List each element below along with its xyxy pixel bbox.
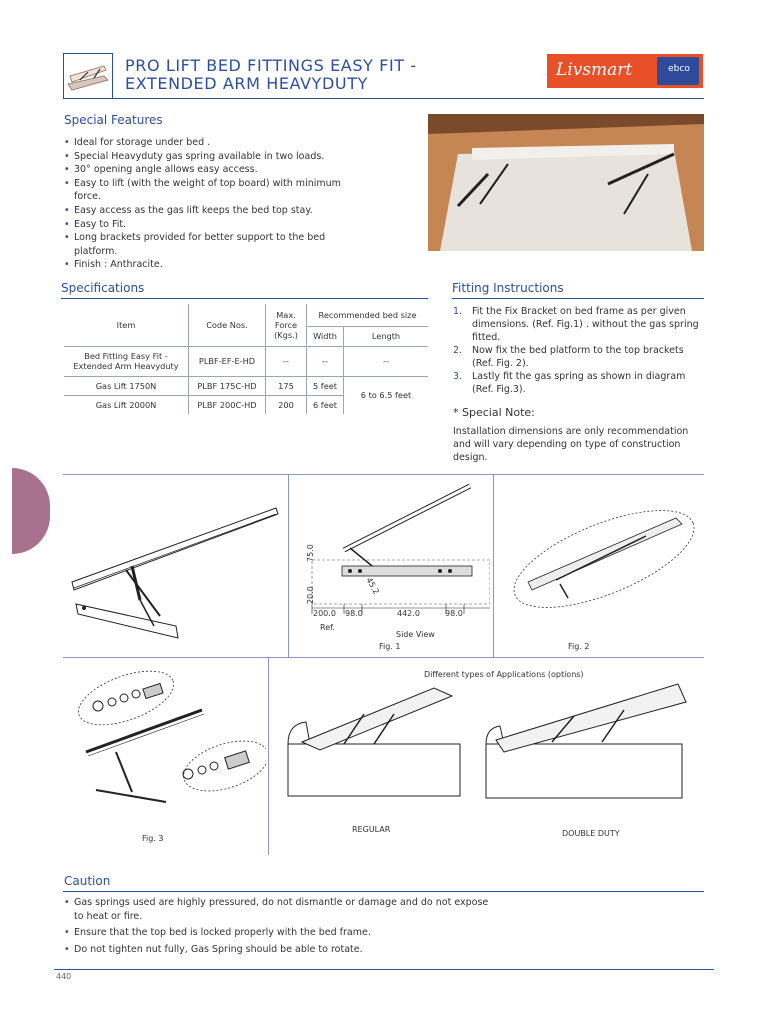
ebco-badge-text: ebco <box>668 64 690 74</box>
fitting-steps <box>453 305 705 396</box>
fig2-caption: Fig. 2 <box>568 642 590 651</box>
step-number: 2. <box>453 345 463 356</box>
dim-98-left: 98.0 <box>345 609 363 618</box>
dim-75: 75.0 <box>306 544 315 562</box>
title-line-1: PRO LIFT BED FITTINGS EASY FIT - <box>125 56 417 75</box>
specifications-table <box>64 304 428 414</box>
page-number: 440 <box>56 972 72 981</box>
row-width: 6 feet <box>307 395 344 414</box>
special-features-heading: Special Features <box>64 113 163 127</box>
feature-item: • 30° opening angle allows easy access. <box>64 163 364 177</box>
row-force: -- <box>266 346 307 376</box>
feature-item: • Finish : Anthracite. <box>64 258 364 272</box>
figure-divider-3 <box>268 657 269 855</box>
row-item: Gas Lift 2000N <box>64 395 189 414</box>
caution-item: • Gas springs used are highly pressured, do not dismantle or damage and do not expose to heat or fire. <box>64 896 494 923</box>
figure-grid-middle <box>63 657 704 658</box>
application-regular-label: REGULAR <box>352 825 391 834</box>
caution-heading: Caution <box>64 874 111 888</box>
fig3-assembly-drawing <box>76 662 266 822</box>
dim-angle: 45.2 <box>364 576 381 596</box>
special-note-text: Installation dimensions are only recommendation and will vary depending on type of construction design. <box>453 426 689 463</box>
dim-20: 20.0 <box>306 586 315 604</box>
col-item-header: Item <box>64 304 189 346</box>
row-force: 175 <box>266 376 307 395</box>
regular-bed-drawing <box>284 684 470 804</box>
col-length-header: Length <box>344 326 429 346</box>
fig3-caption: Fig. 3 <box>142 834 164 843</box>
ref-label: Ref. <box>320 623 335 632</box>
dim-98-right: 98.0 <box>445 609 463 618</box>
step-text: Now fix the bed platform to the top brackets (Ref. Fig. 2). <box>472 345 684 369</box>
table-row <box>64 376 428 395</box>
col-width-header: Width <box>307 326 344 346</box>
feature-item: • Easy access as the gas lift keeps the bed top stay. <box>64 204 364 218</box>
row-code: PLBF-EF-E-HD <box>189 346 266 376</box>
extended-arm-drawing <box>66 500 286 650</box>
caution-list <box>64 896 494 959</box>
special-features-list <box>64 136 364 272</box>
side-view-label: Side View <box>396 630 435 639</box>
table-row <box>64 346 428 376</box>
feature-item: • Ideal for storage under bed . <box>64 136 364 150</box>
row-length: -- <box>344 346 429 376</box>
fitting-step <box>453 305 705 344</box>
step-number: 3. <box>453 371 463 382</box>
fig1-caption: Fig. 1 <box>379 642 401 651</box>
row-width: -- <box>307 346 344 376</box>
brand-logo-text: Livsmart <box>556 60 633 80</box>
dim-442: 442.0 <box>397 609 420 618</box>
caution-item: • Ensure that the top bed is locked properly with the bed frame. <box>64 926 494 940</box>
specifications-rule <box>61 298 428 299</box>
step-text: Lastly fit the gas spring as shown in diagram (Ref. Fig.3). <box>472 371 686 395</box>
caution-item: • Do not tighten nut fully, Gas Spring should be able to rotate. <box>64 943 494 957</box>
dim-200: 200.0 <box>313 609 336 618</box>
fig2-drawing <box>506 500 702 618</box>
application-double-duty-label: DOUBLE DUTY <box>562 829 620 838</box>
row-code: PLBF 175C-HD <box>189 376 266 395</box>
col-code-header: Code Nos. <box>189 304 266 346</box>
product-thumbnail <box>63 53 113 99</box>
step-number: 1. <box>453 306 463 317</box>
col-force-header: Max. Force (Kgs.) <box>266 304 307 346</box>
bed-photo <box>428 114 704 251</box>
double-duty-bed-drawing <box>482 680 688 804</box>
col-recommended-header: Recommended bed size <box>307 304 429 326</box>
row-item: Bed Fitting Easy Fit - Extended Arm Heavyduty <box>64 346 189 376</box>
caution-rule <box>63 891 704 892</box>
row-item: Gas Lift 1750N <box>64 376 189 395</box>
title-line-2: EXTENDED ARM HEAVYDUTY <box>125 74 368 93</box>
figure-divider-1 <box>288 474 289 657</box>
row-code: PLBF 200C-HD <box>189 395 266 414</box>
feature-item: • Special Heavyduty gas spring available in two loads. <box>64 150 364 164</box>
fitting-step <box>453 370 705 396</box>
special-note-heading: * Special Note: <box>453 406 535 419</box>
specifications-heading: Specifications <box>61 281 145 295</box>
fitting-instructions-heading: Fitting Instructions <box>452 281 564 295</box>
row-length-shared: 6 to 6.5 feet <box>344 376 429 414</box>
applications-heading: Different types of Applications (options) <box>424 670 584 679</box>
header-rule <box>63 98 704 99</box>
footer-rule <box>54 969 714 970</box>
page-title <box>125 57 417 93</box>
row-force: 200 <box>266 395 307 414</box>
feature-item: • Long brackets provided for better support to the bed platform. <box>64 231 364 258</box>
feature-item: • Easy to lift (with the weight of top board) with minimum force. <box>64 177 364 204</box>
row-width: 5 feet <box>307 376 344 395</box>
figure-divider-2 <box>493 474 494 657</box>
fitting-step <box>453 344 705 370</box>
figure-grid-top <box>63 474 704 475</box>
feature-item: • Easy to Fit. <box>64 218 364 232</box>
side-tab-marker <box>12 468 50 554</box>
step-text: Fit the Fix Bracket on bed frame as per given dimensions. (Ref. Fig.1) . without the gas spring fitted. <box>472 306 699 343</box>
fitting-rule <box>452 298 704 299</box>
